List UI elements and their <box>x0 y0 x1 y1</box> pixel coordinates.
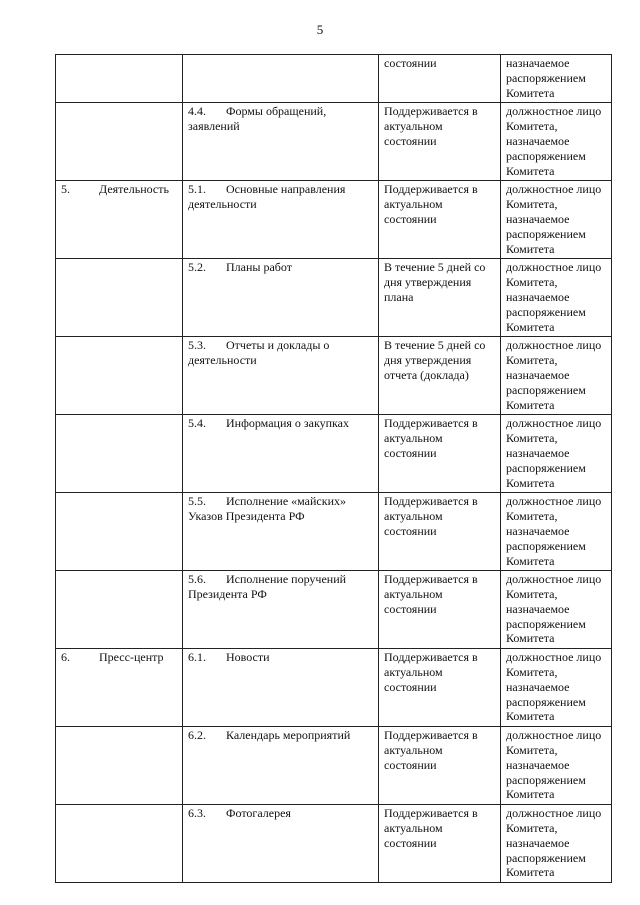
item-number: 6.2. <box>188 728 206 743</box>
item-cell <box>183 259 379 337</box>
section-number: 5. <box>61 182 70 197</box>
responsible-cell: должностное лицо Комитета, назначаемое распоряжением Комитета <box>501 181 612 259</box>
item-cell <box>183 103 379 181</box>
responsible-cell: должностное лицо Комитета, назначаемое распоряжением Комитета <box>501 727 612 805</box>
item-cell <box>183 181 379 259</box>
item-cell <box>183 415 379 493</box>
item-number: 6.3. <box>188 806 206 821</box>
responsible-cell: должностное лицо Комитета, назначаемое распоряжением Комитета <box>501 493 612 571</box>
schedule-cell: Поддерживается в актуальном состоянии <box>379 571 501 649</box>
section-cell <box>56 805 183 883</box>
schedule-cell: Поддерживается в актуальном состоянии <box>379 727 501 805</box>
table-row <box>56 805 612 883</box>
item-number: 4.4. <box>188 104 206 119</box>
table-row <box>56 571 612 649</box>
item-number: 5.3. <box>188 338 206 353</box>
table-row <box>56 337 612 415</box>
table-row <box>56 727 612 805</box>
item-number: 5.5. <box>188 494 206 509</box>
item-title: Отчеты и доклады о деятельности <box>188 338 330 368</box>
item-cell <box>183 649 379 727</box>
item-title: Фотогалерея <box>226 806 291 821</box>
schedule-cell: Поддерживается в актуальном состоянии <box>379 493 501 571</box>
item-cell <box>183 337 379 415</box>
item-title: Новости <box>226 650 270 665</box>
schedule-cell: Поддерживается в актуальном состоянии <box>379 415 501 493</box>
item-cell <box>183 55 379 103</box>
section-cell <box>56 337 183 415</box>
table-row <box>56 415 612 493</box>
schedule-cell: В течение 5 дней со дня утверждения плана <box>379 259 501 337</box>
responsible-cell: должностное лицо Комитета, назначаемое распоряжением Комитета <box>501 649 612 727</box>
section-title: Деятельность <box>99 182 169 197</box>
item-title: Формы обращений, заявлений <box>188 104 327 134</box>
item-title: Основные направления деятельности <box>188 182 346 212</box>
item-number: 5.2. <box>188 260 206 275</box>
table-row <box>56 493 612 571</box>
page-number: 5 <box>316 22 324 37</box>
section-cell <box>56 259 183 337</box>
table-row <box>56 55 612 103</box>
item-title: Информация о закупках <box>226 416 350 431</box>
item-cell <box>183 805 379 883</box>
item-number: 5.1. <box>188 182 206 197</box>
section-cell <box>56 103 183 181</box>
item-cell <box>183 571 379 649</box>
table-row <box>56 649 612 727</box>
responsible-cell: назначаемое распоряжением Комитета <box>501 55 612 103</box>
item-title: Исполнение поручений Президента РФ <box>188 572 347 602</box>
responsible-cell: должностное лицо Комитета, назначаемое распоряжением Комитета <box>501 415 612 493</box>
schedule-cell: Поддерживается в актуальном состоянии <box>379 103 501 181</box>
item-title: Исполнение «майских» Указов Президента РФ <box>188 494 346 524</box>
item-number: 5.6. <box>188 572 206 587</box>
section-cell <box>56 571 183 649</box>
item-number: 5.4. <box>188 416 206 431</box>
schedule-cell: состоянии <box>379 55 501 103</box>
responsible-cell: должностное лицо Комитета, назначаемое распоряжением Комитета <box>501 571 612 649</box>
section-cell <box>56 493 183 571</box>
section-title: Пресс-центр <box>99 650 164 665</box>
item-number: 6.1. <box>188 650 206 665</box>
section-cell <box>56 649 183 727</box>
responsible-cell: должностное лицо Комитета, назначаемое распоряжением Комитета <box>501 103 612 181</box>
section-cell <box>56 55 183 103</box>
section-cell <box>56 415 183 493</box>
content-table <box>55 54 612 883</box>
schedule-cell: В течение 5 дней со дня утверждения отчета (доклада) <box>379 337 501 415</box>
schedule-cell: Поддерживается в актуальном состоянии <box>379 805 501 883</box>
table-row <box>56 181 612 259</box>
section-cell <box>56 727 183 805</box>
responsible-cell: должностное лицо Комитета, назначаемое распоряжением Комитета <box>501 259 612 337</box>
item-cell <box>183 727 379 805</box>
section-cell <box>56 181 183 259</box>
responsible-cell: должностное лицо Комитета, назначаемое распоряжением Комитета <box>501 337 612 415</box>
schedule-cell: Поддерживается в актуальном состоянии <box>379 181 501 259</box>
table-row <box>56 103 612 181</box>
section-number: 6. <box>61 650 70 665</box>
item-title: Планы работ <box>226 260 292 275</box>
table-row <box>56 259 612 337</box>
item-title: Календарь мероприятий <box>226 728 351 743</box>
item-cell <box>183 493 379 571</box>
responsible-cell: должностное лицо Комитета, назначаемое распоряжением Комитета <box>501 805 612 883</box>
schedule-cell: Поддерживается в актуальном состоянии <box>379 649 501 727</box>
